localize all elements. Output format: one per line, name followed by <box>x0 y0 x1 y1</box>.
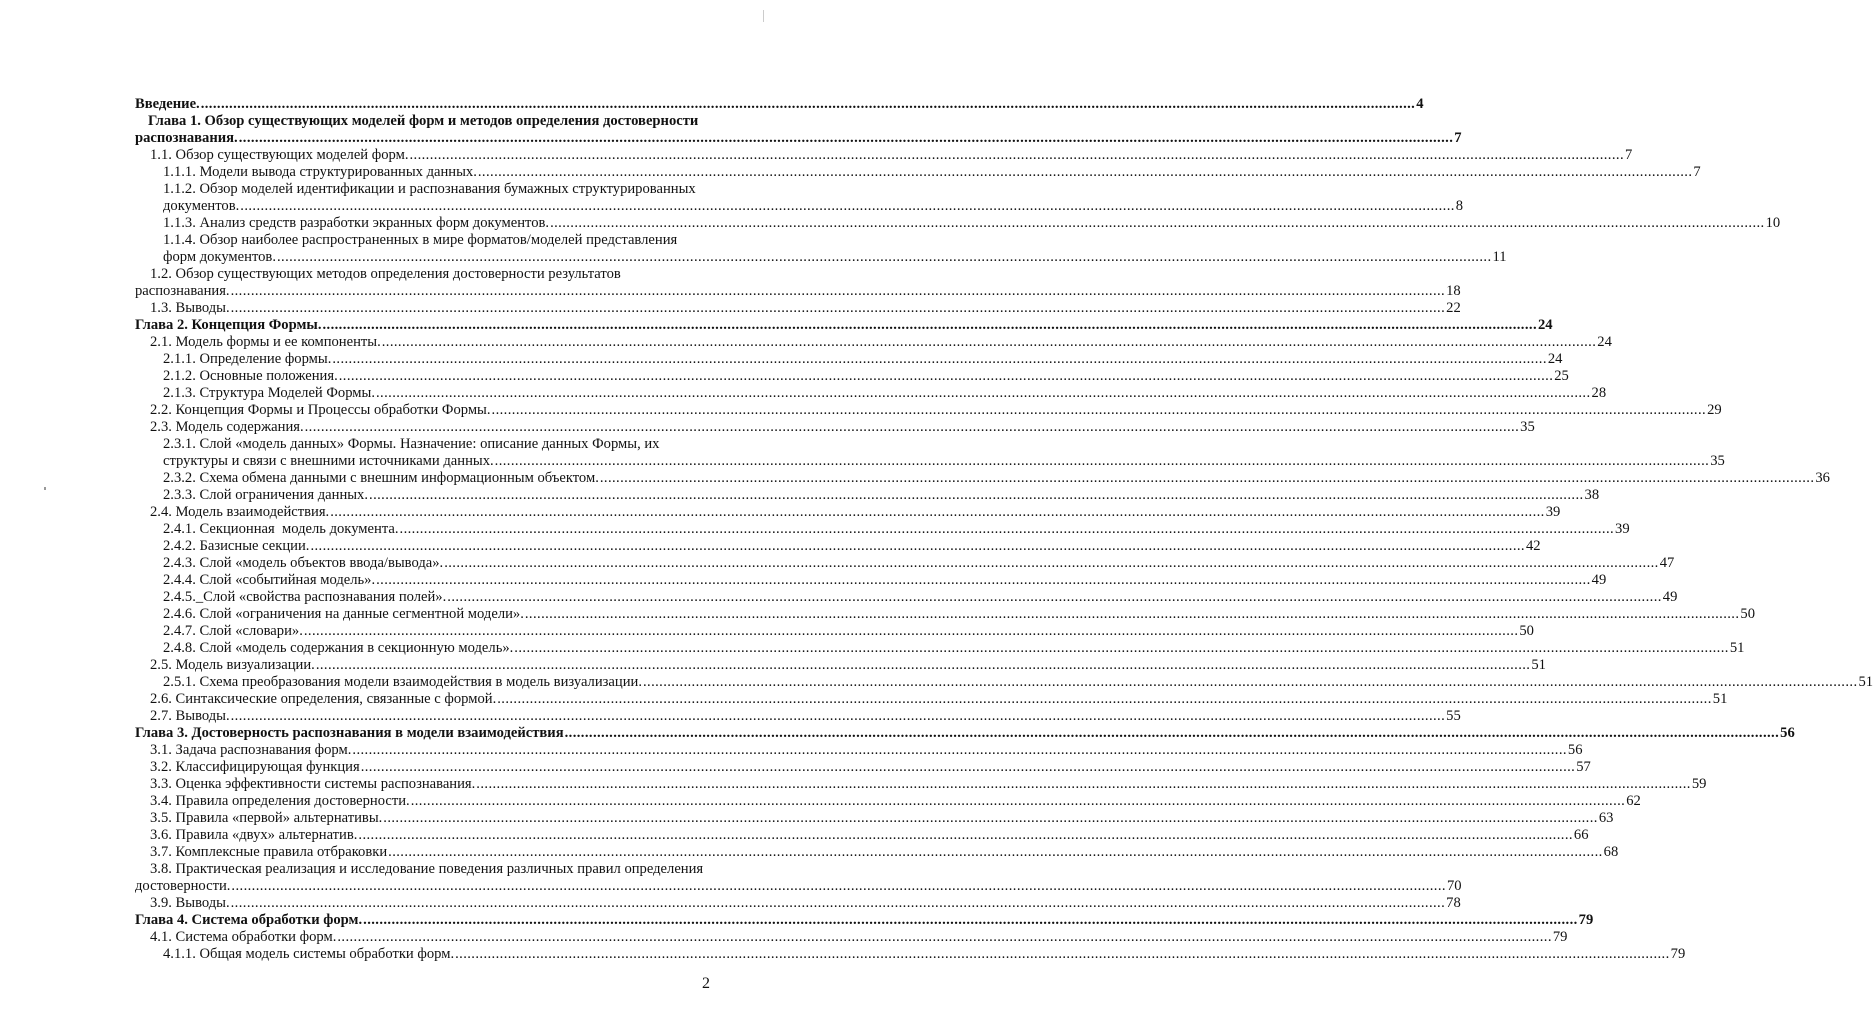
toc-entry-line <box>135 521 1630 538</box>
toc-entry[interactable] <box>135 946 1686 963</box>
toc-entry-title: 2.6. Синтаксические определения, связанные с формой. <box>150 691 497 707</box>
toc-entry-line <box>135 368 1569 385</box>
toc-entry-line <box>135 878 1462 895</box>
dot-leader: ............................................................................................................................................................................................................................................................................................................ <box>304 419 1520 435</box>
toc-entry[interactable] <box>135 555 1675 572</box>
dot-leader: ............................................................................................................................................................................................................................................................................................................ <box>369 487 1584 503</box>
dot-leader: ............................................................................................................................................................................................................................................................................................................ <box>399 521 1615 537</box>
toc-entry-title: форм документов. <box>163 249 276 265</box>
toc-page-number: 51 <box>1858 674 1873 690</box>
toc-entry-line <box>135 453 1725 470</box>
dot-leader: ............................................................................................................................................................................................................................................................................................................ <box>310 538 1525 554</box>
toc-page-number: 4 <box>1416 96 1424 112</box>
toc-entry[interactable] <box>135 589 1678 606</box>
toc-entry-title: 2.4.8. Слой «модель содержания в секционную модель». <box>163 640 514 656</box>
toc-entry-title: 2.4.7. Слой «словари». <box>163 623 303 639</box>
dot-leader: ............................................................................................................................................................................................................................................................................................................ <box>376 572 1591 588</box>
toc-page-number: 79 <box>1670 946 1686 962</box>
toc-entry-title: 2.4.1. Секционная модель документа. <box>163 521 399 537</box>
dot-leader: ............................................................................................................................................................................................................................................................................................................ <box>383 810 1598 826</box>
toc-page-number: 79 <box>1552 929 1568 945</box>
toc-entry-line <box>135 606 1755 623</box>
toc-page-number: 39 <box>1545 504 1561 520</box>
toc-entry-title: 4.1.1. Общая модель системы обработки форм. <box>163 946 455 962</box>
toc-page-number: 49 <box>1591 572 1607 588</box>
toc-entry[interactable] <box>135 776 1707 793</box>
toc-entry[interactable] <box>135 640 1745 657</box>
toc-entry[interactable] <box>135 215 1781 232</box>
toc-entry[interactable] <box>135 300 1461 317</box>
toc-entry-title: 3.7. Комплексные правила отбраковки <box>150 844 388 860</box>
toc-page-number: 24 <box>1547 351 1563 367</box>
dot-leader: ............................................................................................................................................................................................................................................................................................................ <box>455 946 1670 962</box>
toc-entry-line <box>135 504 1561 521</box>
toc-entry-line <box>135 810 1614 827</box>
toc-entry-title: 2.3.3. Слой ограничения данных. <box>163 487 369 503</box>
toc-entry-line <box>135 147 1633 164</box>
toc-entry[interactable] <box>135 572 1607 589</box>
toc-entry-line <box>135 538 1541 555</box>
dot-leader: ............................................................................................................................................................................................................................................................................................................ <box>363 912 1578 928</box>
toc-page-number: 36 <box>1815 470 1830 486</box>
toc-entry[interactable] <box>135 742 1583 759</box>
toc-entry-title: 2.5. Модель визуализации. <box>150 657 315 673</box>
toc-entry-title: 2.1.3. Структура Моделей Формы. <box>163 385 375 401</box>
toc-entry-title: 3.5. Правила «первой» альтернативы. <box>150 810 383 826</box>
toc-page-number: 24 <box>1538 317 1553 333</box>
dot-leader: ............................................................................................................................................................................................................................................................................................................ <box>410 793 1626 809</box>
toc-entry-line <box>135 946 1686 963</box>
dot-leader: ............................................................................................................................................................................................................................................................................................................ <box>230 283 1446 299</box>
toc-entry-line <box>135 130 1462 147</box>
toc-entry-title: 3.4. Правила определения достоверности. <box>150 793 410 809</box>
toc-entry[interactable] <box>135 317 1553 334</box>
dot-leader: ............................................................................................................................................................................................................................................................................................................ <box>381 334 1597 350</box>
toc-entry-line <box>135 249 1507 266</box>
dot-leader: ............................................................................................................................................................................................................................................................................................................ <box>447 589 1662 605</box>
toc-entry-title: 2.3.2. Схема обмена данными с внешним информационным объектом. <box>163 470 599 486</box>
toc-entry-title: 3.9. Выводы. <box>150 895 230 911</box>
toc-entry-title: распознавания. <box>135 130 238 146</box>
toc-entry-line <box>135 674 1873 691</box>
toc-entry-line <box>135 215 1781 232</box>
toc-page-number: 25 <box>1554 368 1569 384</box>
toc-page-number: 55 <box>1446 708 1461 724</box>
dot-leader: ............................................................................................................................................................................................................................................................................................................ <box>322 317 1537 333</box>
toc-entry-title: 2.2. Концепция Формы и Процессы обработки Формы. <box>150 402 491 418</box>
toc-page-number: 70 <box>1446 878 1462 894</box>
dot-leader: ............................................................................................................................................................................................................................................................................................................ <box>494 453 1710 469</box>
dot-leader: ............................................................................................................................................................................................................................................................................................................ <box>599 470 1815 486</box>
toc-page-number: 56 <box>1780 725 1795 741</box>
toc-entry-line <box>135 742 1583 759</box>
toc-entry-title: 1.3. Выводы. <box>150 300 230 316</box>
toc-page-number: 66 <box>1573 827 1589 843</box>
toc-entry-title: структуры и связи с внешними источниками данных. <box>163 453 494 469</box>
toc-entry-line <box>135 96 1424 113</box>
toc-entry-line <box>135 436 721 453</box>
toc-page-number: 35 <box>1710 453 1725 469</box>
toc-entry[interactable] <box>135 147 1633 164</box>
dot-leader: ............................................................................................................................................................................................................................................................................................................ <box>303 623 1519 639</box>
toc-entry-line <box>135 181 721 198</box>
toc-entry-title: Глава 2. Концепция Формы. <box>135 317 322 333</box>
toc-entry-line <box>135 657 1546 674</box>
toc-entry[interactable] <box>135 504 1561 521</box>
toc-entry[interactable] <box>135 164 1701 181</box>
dot-leader: ............................................................................................................................................................................................................................................................................................................ <box>200 96 1416 112</box>
toc-entry-line <box>135 691 1728 708</box>
dot-leader: ............................................................................................................................................................................................................................................................................................................ <box>376 385 1591 401</box>
toc-entry-title: 2.1.2. Основные положения. <box>163 368 338 384</box>
dot-leader: ............................................................................................................................................................................................................................................................................................................ <box>338 368 1554 384</box>
toc-entry[interactable] <box>135 623 1534 640</box>
scan-speck <box>44 487 46 490</box>
toc-entry[interactable] <box>135 181 1464 215</box>
dot-leader: ............................................................................................................................................................................................................................................................................................................ <box>642 674 1858 690</box>
toc-entry[interactable] <box>135 674 1873 691</box>
toc-page-number: 10 <box>1765 215 1781 231</box>
toc-entry[interactable] <box>135 385 1607 402</box>
table-of-contents <box>135 96 1873 963</box>
toc-entry-line <box>135 266 721 283</box>
toc-entry-line <box>135 589 1678 606</box>
toc-page-number: 38 <box>1584 487 1600 503</box>
toc-page-number: 59 <box>1691 776 1707 792</box>
toc-entry-title: 3.6. Правила «двух» альтернатив. <box>150 827 358 843</box>
toc-entry-title: Глава 1. Обзор существующих моделей форм и методов определения достоверности <box>148 113 699 129</box>
toc-page-number: 7 <box>1625 147 1633 163</box>
dot-leader: ............................................................................................................................................................................................................................................................................................................ <box>514 640 1729 656</box>
toc-entry[interactable] <box>135 861 1462 895</box>
toc-entry-title: 2.4.3. Слой «модель объектов ввода/вывода». <box>163 555 444 571</box>
dot-leader: ............................................................................................................................................................................................................................................................................................................ <box>360 759 1576 775</box>
dot-leader: ............................................................................................................................................................................................................................................................................................................ <box>330 504 1545 520</box>
toc-page-number: 35 <box>1520 419 1535 435</box>
toc-page-number: 42 <box>1525 538 1541 554</box>
toc-entry-title: 2.1.1. Определение формы. <box>163 351 332 367</box>
toc-entry[interactable] <box>135 402 1722 419</box>
toc-entry-title: 1.1.1. Модели вывода структурированных данных. <box>163 164 477 180</box>
toc-entry-title: 2.4. Модель взаимодействия. <box>150 504 330 520</box>
toc-entry[interactable] <box>135 708 1461 725</box>
toc-entry-line <box>135 555 1675 572</box>
toc-entry[interactable] <box>135 351 1563 368</box>
dot-leader: ............................................................................................................................................................................................................................................................................................................ <box>276 249 1492 265</box>
toc-entry-title: документов. <box>163 198 240 214</box>
dot-leader: ............................................................................................................................................................................................................................................................................................................ <box>564 725 1780 741</box>
toc-entry-line <box>135 776 1707 793</box>
toc-entry-title: Глава 3. Достоверность распознавания в модели взаимодействия <box>135 725 564 741</box>
toc-page-number: 51 <box>1729 640 1745 656</box>
toc-entry-line <box>135 317 1553 334</box>
toc-entry[interactable] <box>135 691 1728 708</box>
toc-page-number: 22 <box>1446 300 1461 316</box>
toc-entry[interactable] <box>135 232 1507 266</box>
toc-page-number: 51 <box>1531 657 1546 673</box>
toc-entry-title: 2.4.6. Слой «ограничения на данные сегментной модели». <box>163 606 524 622</box>
dot-leader: ............................................................................................................................................................................................................................................................................................................ <box>550 215 1765 231</box>
toc-page-number: 18 <box>1446 283 1461 299</box>
toc-entry[interactable] <box>135 538 1541 555</box>
toc-page-number: 29 <box>1707 402 1722 418</box>
toc-entry-title: распознавания. <box>135 283 230 299</box>
toc-page-number: 24 <box>1597 334 1612 350</box>
toc-entry-line <box>135 487 1600 504</box>
toc-entry-line <box>135 351 1563 368</box>
toc-page-number: 62 <box>1626 793 1641 809</box>
toc-entry-title: 2.1. Модель формы и ее компоненты. <box>150 334 381 350</box>
toc-entry-line <box>135 708 1461 725</box>
toc-page-number: 50 <box>1740 606 1755 622</box>
toc-entry-line <box>135 759 1591 776</box>
toc-entry[interactable] <box>135 470 1830 487</box>
dot-leader: ............................................................................................................................................................................................................................................................................................................ <box>497 691 1712 707</box>
toc-entry[interactable] <box>135 895 1461 912</box>
toc-page-number: 56 <box>1567 742 1583 758</box>
toc-entry[interactable] <box>135 521 1630 538</box>
dot-leader: ............................................................................................................................................................................................................................................................................................................ <box>444 555 1659 571</box>
toc-entry[interactable] <box>135 759 1591 776</box>
toc-entry-title: Глава 4. Система обработки форм. <box>135 912 363 928</box>
toc-entry[interactable] <box>135 266 1461 300</box>
toc-entry-title: 2.7. Выводы. <box>150 708 230 724</box>
toc-entry-title: 1.1.4. Обзор наиболее распространенных в мире форматов/моделей представления <box>163 232 678 248</box>
toc-entry-line <box>135 572 1607 589</box>
toc-entry-title: 1.1. Обзор существующих моделей форм. <box>150 147 409 163</box>
toc-page-number: 7 <box>1693 164 1701 180</box>
dot-leader: ............................................................................................................................................................................................................................................................................................................ <box>358 827 1573 843</box>
toc-entry-title: достоверности. <box>135 878 231 894</box>
toc-entry-line <box>135 113 721 130</box>
toc-page-number: 79 <box>1578 912 1594 928</box>
toc-entry-line <box>135 164 1701 181</box>
toc-entry[interactable] <box>135 793 1641 810</box>
dot-leader: ............................................................................................................................................................................................................................................................................................................ <box>477 164 1693 180</box>
dot-leader: ............................................................................................................................................................................................................................................................................................................ <box>524 606 1740 622</box>
toc-entry-line <box>135 198 1464 215</box>
toc-entry-title: 1.1.2. Обзор моделей идентификации и распознавания бумажных структурированных <box>163 181 696 197</box>
toc-entry[interactable] <box>135 368 1569 385</box>
toc-page-number: 57 <box>1576 759 1591 775</box>
toc-entry[interactable] <box>135 436 1725 470</box>
dot-leader: ............................................................................................................................................................................................................................................................................................................ <box>315 657 1531 673</box>
toc-entry-line <box>135 334 1612 351</box>
toc-page-number: 39 <box>1615 521 1630 537</box>
toc-entry[interactable] <box>135 657 1546 674</box>
toc-entry[interactable] <box>135 113 1462 147</box>
dot-leader: ............................................................................................................................................................................................................................................................................................................ <box>332 351 1547 367</box>
dot-leader: ............................................................................................................................................................................................................................................................................................................ <box>231 878 1446 894</box>
toc-page-number: 63 <box>1598 810 1614 826</box>
toc-entry-title: 4.1. Система обработки форм. <box>150 929 337 945</box>
toc-entry[interactable] <box>135 725 1795 742</box>
toc-entry-line <box>135 402 1722 419</box>
toc-entry-title: Введение. <box>135 96 200 112</box>
scan-speck <box>763 10 764 22</box>
dot-leader: ............................................................................................................................................................................................................................................................................................................ <box>409 147 1624 163</box>
toc-entry-title: 3.2. Классифицирующая функция <box>150 759 360 775</box>
dot-leader: ............................................................................................................................................................................................................................................................................................................ <box>230 708 1446 724</box>
toc-entry-line <box>135 623 1534 640</box>
toc-entry-line <box>135 895 1461 912</box>
dot-leader: ............................................................................................................................................................................................................................................................................................................ <box>240 198 1455 214</box>
toc-entry-line <box>135 844 1619 861</box>
toc-entry-title: 2.4.5._Слой «свойства распознавания полей». <box>163 589 447 605</box>
toc-page-number: 11 <box>1492 249 1507 265</box>
toc-entry[interactable] <box>135 912 1594 929</box>
toc-entry[interactable] <box>135 334 1612 351</box>
toc-page-number: 68 <box>1603 844 1619 860</box>
toc-page-number: 51 <box>1712 691 1728 707</box>
toc-entry-line <box>135 827 1589 844</box>
toc-entry[interactable] <box>135 844 1619 861</box>
toc-entry-line <box>135 419 1535 436</box>
toc-entry-line <box>135 861 721 878</box>
dot-leader: ............................................................................................................................................................................................................................................................................................................ <box>238 130 1454 146</box>
page-number: 2 <box>702 975 710 992</box>
toc-entry[interactable] <box>135 827 1589 844</box>
toc-entry-title: 3.3. Оценка эффективности системы распознавания. <box>150 776 476 792</box>
dot-leader: ............................................................................................................................................................................................................................................................................................................ <box>230 300 1446 316</box>
toc-entry-title: 2.5.1. Схема преобразования модели взаимодействия в модель визуализации. <box>163 674 642 690</box>
toc-entry-title: 2.4.4. Слой «событийная модель». <box>163 572 376 588</box>
toc-entry-line <box>135 793 1641 810</box>
toc-entry-line <box>135 929 1568 946</box>
toc-entry-title: 1.2. Обзор существующих методов определения достоверности результатов <box>150 266 621 282</box>
dot-leader: ............................................................................................................................................................................................................................................................................................................ <box>352 742 1567 758</box>
dot-leader: ............................................................................................................................................................................................................................................................................................................ <box>337 929 1552 945</box>
toc-entry-line <box>135 385 1607 402</box>
toc-entry[interactable] <box>135 419 1535 436</box>
toc-entry[interactable] <box>135 810 1614 827</box>
toc-entry-title: 3.1. Задача распознавания форм. <box>150 742 352 758</box>
toc-entry-line <box>135 283 1461 300</box>
toc-entry-line <box>135 300 1461 317</box>
toc-page-number: 78 <box>1446 895 1461 911</box>
toc-entry-title: 3.8. Практическая реализация и исследование поведения различных правил определения <box>150 861 704 877</box>
toc-entry[interactable] <box>135 606 1755 623</box>
toc-entry-line <box>135 640 1745 657</box>
toc-entry-title: 2.3. Модель содержания. <box>150 419 304 435</box>
toc-entry-line <box>135 912 1594 929</box>
toc-entry-line <box>135 725 1795 742</box>
toc-entry[interactable] <box>135 96 1424 113</box>
toc-page-number: 7 <box>1454 130 1462 146</box>
toc-page-number: 47 <box>1659 555 1675 571</box>
dot-leader: ............................................................................................................................................................................................................................................................................................................ <box>230 895 1446 911</box>
toc-page-number: 49 <box>1662 589 1678 605</box>
dot-leader: ............................................................................................................................................................................................................................................................................................................ <box>491 402 1707 418</box>
toc-entry-title: 1.1.3. Анализ средств разработки экранных форм документов. <box>163 215 550 231</box>
toc-page-number: 28 <box>1591 385 1607 401</box>
toc-page-number: 50 <box>1519 623 1534 639</box>
toc-page-number: 8 <box>1455 198 1464 214</box>
toc-entry[interactable] <box>135 487 1600 504</box>
toc-entry-line <box>135 232 721 249</box>
dot-leader: ............................................................................................................................................................................................................................................................................................................ <box>476 776 1691 792</box>
dot-leader: ............................................................................................................................................................................................................................................................................................................ <box>388 844 1603 860</box>
toc-entry-title: 2.3.1. Слой «модель данных» Формы. Назначение: описание данных Формы, их <box>163 436 660 452</box>
toc-entry-title: 2.4.2. Базисные секции. <box>163 538 310 554</box>
toc-entry[interactable] <box>135 929 1568 946</box>
toc-entry-line <box>135 470 1830 487</box>
